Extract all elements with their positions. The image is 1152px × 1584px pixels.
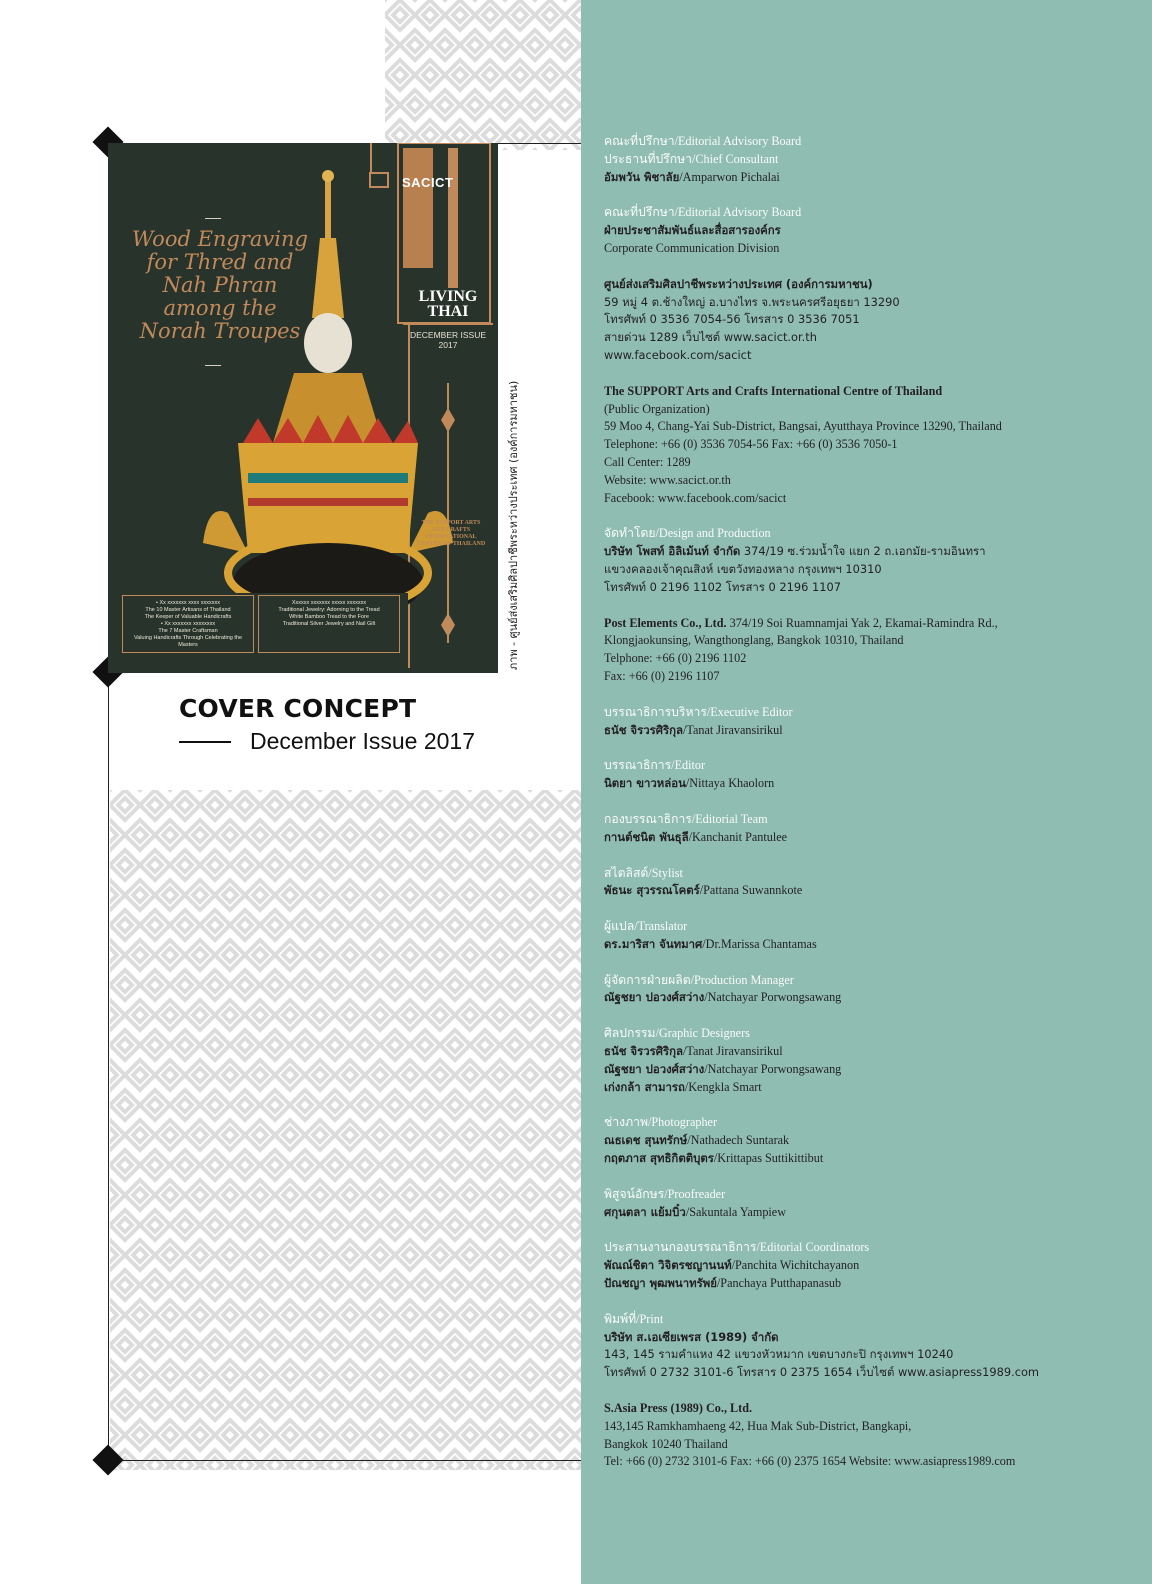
- credit-block: [604, 276, 1074, 365]
- credit-name-primary: ณธเดช สุนทรักษ์: [604, 1133, 688, 1148]
- credit-name-secondary: /Amparwon Pichalai: [679, 169, 780, 184]
- credit-name-line: [604, 1061, 1074, 1079]
- credit-block: [604, 1186, 1074, 1222]
- credit-block: [604, 383, 1074, 508]
- frame-line-bottom: [108, 1460, 581, 1461]
- credit-block: [604, 1025, 1074, 1096]
- credit-text-line: สายด่วน 1289 เว็บไซต์ www.sacict.or.th: [604, 330, 817, 345]
- credit-name-secondary: /Nathadech Suntarak: [687, 1133, 790, 1148]
- credit-text-line: Corporate Communication Division: [604, 240, 780, 255]
- cover-box-left: • Xx xxxxxxx xxxx xxxxxxx The 10 Master Artisans of Thailand The Keeper of Valuable Handicrafts • Xx xxxxxxx xxxxxxxx The 7 Master Craftsman Valuing Handicrafts Through Celebrating the Masters: [122, 595, 254, 653]
- credit-name-secondary: /Panchaya Putthapanasub: [716, 1276, 842, 1291]
- credit-text-line: ศูนย์ส่งเสริมศิลปาชีพระหว่างประเทศ (องค์การมหาชน): [604, 276, 873, 291]
- credit-name-primary: Post Elements Co., Ltd.: [604, 615, 727, 630]
- credit-text-line: The SUPPORT Arts and Crafts International Centre of Thailand: [604, 383, 943, 398]
- credit-text-line: 59 หมู่ 4 ต.ช้างใหญ่ อ.บางไทร จ.พระนครศรีอยุธยา 13290: [604, 294, 900, 309]
- credit-name-secondary: /Natchayar Porwongsawang: [704, 1061, 842, 1076]
- credit-name-primary: ธนัช จิรวรศิริกุล: [604, 722, 683, 737]
- credit-text-line: Tel: +66 (0) 2732 3101-6 Fax: +66 (0) 2375 1654 Website: www.asiapress1989.com: [604, 1454, 1016, 1469]
- credit-name-primary: ธนัช จิรวรศิริกุล: [604, 1044, 683, 1059]
- credit-text-line: Telphone: +66 (0) 2196 1102: [604, 651, 747, 666]
- credit-name-primary: กฤตภาส สุทธิกิตติบุตร: [604, 1151, 714, 1166]
- cover-dash-top: [205, 218, 221, 219]
- credit-name-line: [604, 989, 1074, 1007]
- pattern-svg: [110, 790, 585, 1470]
- credit-role-label: พิมพ์ที่/Print: [604, 1311, 664, 1326]
- cover-photo-credit: ภาพ - ศูนย์ส่งเสริมศิลปาชีพระหว่างประเทศ (องค์การมหาชน): [507, 380, 520, 670]
- credit-text-line: 143, 145 รามคำแหง 42 แขวงหัวหมาก เขตบางกะปิ กรุงเทพฯ 10240: [604, 1347, 954, 1362]
- credit-name-line: [604, 936, 1074, 954]
- credit-block: [604, 1311, 1074, 1382]
- credit-role-label: บรรณาธิการ/Editor: [604, 758, 706, 773]
- cover-box-right: Xxxxxx xxxxxxx xxxxx xxxxxxx Traditional Jewelry: Adorning to the Tread White Bamboo Tread to the Fore Traditional Silver Jewelry and Nail Gilt: [258, 595, 400, 653]
- credit-name-secondary: /Dr.Marissa Chantamas: [702, 936, 817, 951]
- credit-text-line: Website: www.sacict.or.th: [604, 472, 731, 487]
- cover-issue-label: DECEMBER ISSUE 2017: [409, 330, 487, 350]
- credit-name-line: [604, 169, 1074, 187]
- credit-block: [604, 704, 1074, 740]
- cover-magazine-name: LIVING THAI: [418, 288, 478, 320]
- credit-name-primary: ณัฐชยา ปอวงศ์สว่าง: [604, 990, 705, 1005]
- credit-role-label: ผู้แปล/Translator: [604, 919, 688, 934]
- credit-name-line: [604, 775, 1074, 793]
- credit-name-secondary: /Sakuntala Yampiew: [685, 1204, 787, 1219]
- credit-role-label: ประธานที่ปรึกษา/Chief Consultant: [604, 151, 779, 166]
- credit-text-line: S.Asia Press (1989) Co., Ltd.: [604, 1401, 753, 1416]
- credit-name-line: [604, 1150, 1074, 1168]
- credit-block: [604, 757, 1074, 793]
- credit-name-secondary: 374/19 ซ.ร่วมน้ำใจ แยก 2 ถ.เอกมัย-รามอินทรา: [740, 544, 986, 559]
- credit-name-line: [604, 543, 1074, 561]
- credits-list: [604, 133, 1074, 1489]
- credit-text-line: Call Center: 1289: [604, 454, 691, 469]
- credit-name-line: [604, 615, 1074, 633]
- credit-name-line: [604, 1204, 1074, 1222]
- credit-text-line: Telephone: +66 (0) 3536 7054-56 Fax: +66 (0) 3536 7050-1: [604, 437, 898, 452]
- pattern-svg: [385, 0, 585, 150]
- cover-headline-line: for Thred and: [146, 250, 294, 274]
- cover-concept-subtitle: December Issue 2017: [250, 728, 476, 754]
- credit-role-label: ผู้จัดการฝ่ายผลิต/Production Manager: [604, 972, 794, 987]
- credit-role-label: ช่างภาพ/Photographer: [604, 1115, 718, 1130]
- credit-role-label: สไตลิสต์/Stylist: [604, 865, 683, 880]
- credit-name-secondary: /Tanat Jiravansirikul: [682, 722, 783, 737]
- credit-name-primary: ณัฐชยา ปอวงศ์สว่าง: [604, 1061, 705, 1076]
- credit-role-label: คณะที่ปรึกษา/Editorial Advisory Board: [604, 134, 802, 148]
- credit-block: [604, 1239, 1074, 1292]
- credit-name-line: [604, 1275, 1074, 1293]
- decorative-pattern-bottom: [110, 790, 585, 1470]
- credit-text-line: Klongjaokunsing, Wangthonglang, Bangkok 10310, Thailand: [604, 633, 904, 648]
- credit-name-primary: นิตยา ขาวหล่อน: [604, 776, 686, 791]
- credit-name-primary: ปัณชญา พุฒพนาทรัพย์: [604, 1276, 717, 1291]
- credit-name-primary: กานต์ชนิต พันธุลี: [604, 829, 689, 844]
- credit-name-line: [604, 1079, 1074, 1097]
- credit-text-line: โทรศัพท์ 0 3536 7054-56 โทรสาร 0 3536 7051: [604, 312, 860, 327]
- cover-headline: [116, 228, 324, 343]
- cover-headline-line: among the: [163, 296, 277, 320]
- cover-concept-title: COVER CONCEPT: [179, 694, 417, 723]
- credit-role-label: พิสูจน์อักษร/Proofreader: [604, 1186, 726, 1201]
- credit-block: [604, 204, 1074, 257]
- credit-name-primary: ดร.มาริสา จันทมาศ: [604, 936, 703, 951]
- credit-block: [604, 615, 1074, 686]
- decorative-pattern-top: [385, 0, 585, 150]
- credit-block: [604, 865, 1074, 901]
- credit-text-line: www.facebook.com/sacict: [604, 347, 752, 362]
- credit-block: [604, 811, 1074, 847]
- credit-name-primary: บริษัท โพสท์ อิลิเม้นท์ จำกัด: [604, 544, 741, 559]
- credit-block: [604, 918, 1074, 954]
- cover-dash-bottom: [205, 365, 221, 366]
- credit-role-label: กองบรรณาธิการ/Editorial Team: [604, 811, 768, 826]
- credit-text-line: ฝ่ายประชาสัมพันธ์และสื่อสารองค์กร: [604, 223, 781, 238]
- credit-role-label: จัดทำโดย/Design and Production: [604, 526, 771, 541]
- credit-name-secondary: 374/19 Soi Ruamnamjai Yak 2, Ekamai-Ramindra Rd.,: [726, 615, 998, 630]
- cover-headline-line: Wood Engraving: [132, 227, 308, 251]
- credit-name-secondary: /Panchita Wichitchayanon: [731, 1258, 860, 1273]
- credit-block: [604, 133, 1074, 186]
- credit-role-label: ประสานงานกองบรรณาธิการ/Editorial Coordinators: [604, 1240, 870, 1255]
- credit-block: [604, 1400, 1074, 1471]
- credit-text-line: 143,145 Ramkhamhaeng 42, Hua Mak Sub-District, Bangkapi,: [604, 1418, 912, 1433]
- credit-name-secondary: /Kengkla Smart: [684, 1079, 762, 1094]
- credit-name-secondary: /Natchayar Porwongsawang: [704, 990, 842, 1005]
- credit-block: [604, 972, 1074, 1008]
- credit-text-line: (Public Organization): [604, 401, 710, 416]
- credit-role-label: ศิลปกรรม/Graphic Designers: [604, 1026, 750, 1041]
- credit-name-primary: เก่งกล้า สามารถ: [604, 1079, 685, 1094]
- magazine-cover: [108, 143, 498, 673]
- credit-name-line: [604, 1043, 1074, 1061]
- cover-artwork: [108, 143, 498, 673]
- credit-name-line: [604, 882, 1074, 900]
- credit-name-secondary: /Pattana Suwannkote: [699, 883, 803, 898]
- credit-text-line: บริษัท ส.เอเซียเพรส (1989) จำกัด: [604, 1329, 779, 1344]
- credit-name-secondary: /Krittapas Suttikittibut: [713, 1151, 824, 1166]
- cover-concept-rule: [179, 741, 231, 743]
- credit-text-line: Bangkok 10240 Thailand: [604, 1436, 728, 1451]
- credit-name-secondary: /Tanat Jiravansirikul: [682, 1044, 783, 1059]
- credit-text-line: แขวงคลองเจ้าคุณสิงห์ เขตวังทองหลาง กรุงเทพฯ 10310: [604, 561, 882, 576]
- credit-name-line: [604, 829, 1074, 847]
- credit-name-primary: อัมพวัน พิชาลัย: [604, 169, 680, 184]
- credit-name-line: [604, 1132, 1074, 1150]
- credit-text-line: Fax: +66 (0) 2196 1107: [604, 668, 720, 683]
- cover-headline-line: Norah Troupes: [139, 319, 301, 343]
- credit-name-primary: ศกุนตลา แย้มบิ๋ว: [604, 1204, 686, 1219]
- credit-name-secondary: /Nittaya Khaolorn: [685, 776, 775, 791]
- credit-name-line: [604, 722, 1074, 740]
- cover-brand: SACICT: [402, 175, 454, 190]
- credit-name-line: [604, 1257, 1074, 1275]
- credit-name-primary: พัธนะ สุวรรณโคตร์: [604, 883, 700, 898]
- credit-text-line: โทรศัพท์ 0 2732 3101-6 โทรสาร 0 2375 1654 เว็บไซต์ www.asiapress1989.com: [604, 1365, 1040, 1380]
- cover-org-name: THE SUPPORT ARTS AND CRAFTS INTERNATIONAL CENTRE OF THAILAND: [416, 520, 486, 547]
- credit-role-label: คณะที่ปรึกษา/Editorial Advisory Board: [604, 205, 802, 220]
- credit-text-line: โทรศัพท์ 0 2196 1102 โทรสาร 0 2196 1107: [604, 579, 841, 594]
- credit-role-label: บรรณาธิการบริหาร/Executive Editor: [604, 704, 793, 719]
- credit-block: [604, 525, 1074, 596]
- cover-headline-line: Nah Phran: [162, 273, 278, 297]
- credit-name-secondary: /Kanchanit Pantulee: [688, 829, 788, 844]
- credit-name-primary: พัณณ์ชิตา วิจิตรชญานนท์: [604, 1258, 732, 1273]
- credit-block: [604, 1114, 1074, 1167]
- credit-text-line: 59 Moo 4, Chang-Yai Sub-District, Bangsai, Ayutthaya Province 13290, Thailand: [604, 419, 1002, 434]
- credit-text-line: Facebook: www.facebook.com/sacict: [604, 490, 787, 505]
